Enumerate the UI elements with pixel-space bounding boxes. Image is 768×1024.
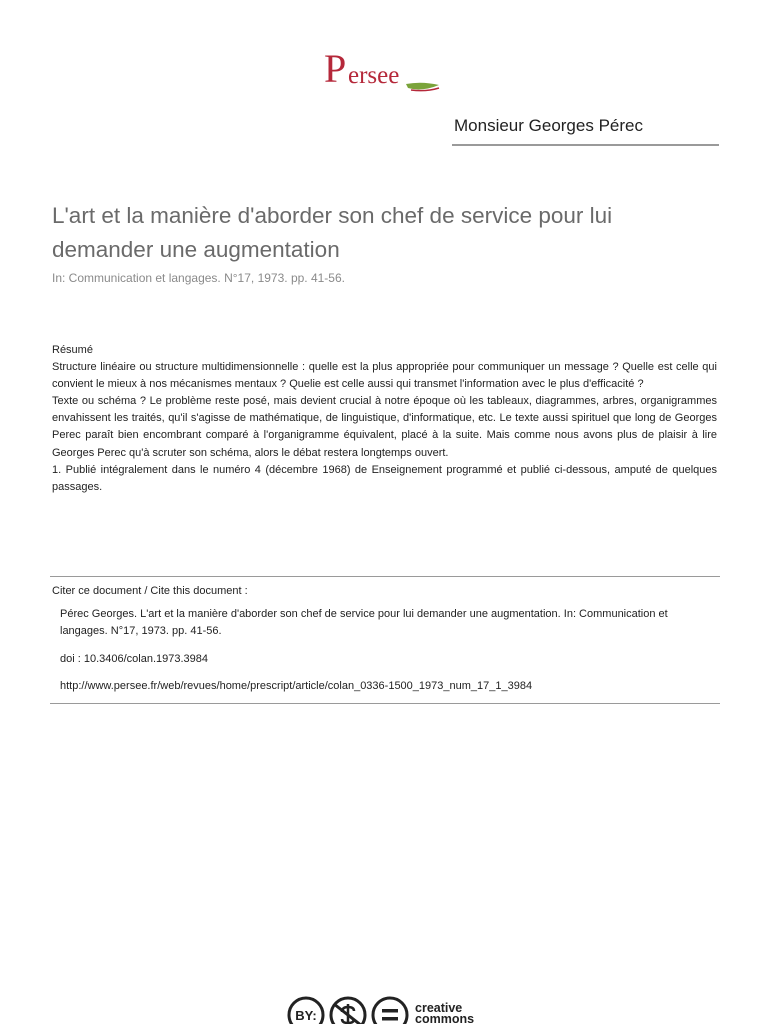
citation-top-divider — [50, 576, 720, 577]
leaf-icon — [406, 83, 439, 90]
cc-by-icon — [289, 998, 323, 1024]
article-source: In: Communication et langages. N°17, 1973. pp. 41-56. — [52, 271, 345, 285]
citation-bottom-divider — [50, 703, 720, 704]
citation-doi[interactable]: doi : 10.3406/colan.1973.3984 — [60, 653, 209, 665]
citation-heading: Citer ce document / Cite this document : — [52, 585, 248, 597]
abstract-footnote: 1. Publié intégralement dans le numéro 4 (décembre 1968) de Enseignement programmé et publié ci-dessous, amputé de quelques passages. — [52, 463, 717, 493]
article-title: L'art et la manière d'aborder son chef de service pour lui demander une augmentation — [52, 203, 613, 262]
creative-commons-license[interactable] — [284, 992, 484, 1024]
cc-text-creative: creative — [415, 1001, 463, 1015]
cc-nd-icon — [373, 998, 407, 1024]
persee-logo[interactable] — [318, 44, 448, 100]
abstract-paragraph: Texte ou schéma ? Le problème reste posé, mais devient crucial à notre époque où les tableaux, diagrammes, arbres, organigrammes envahissent les traités, qu'il s'agisse de mathématique, de linguistique, d'informatique, etc. Le texte aussi spirituel que long de Georges Perec paraît bien encombrant comparé à l'organigramme équivalent, placé à la suite. Mais comme nous avons plus de plaisir à lire Georges Perec qu'à scruter son schéma, alors le débat restera longtemps ouvert. — [52, 395, 717, 459]
abstract-paragraph: Structure linéaire ou structure multidimensionnelle : quelle est la plus appropriée pour communiquer un message ? Quelle est celle qui convient le mieux à nos mécanismes mentaux ? Quelie est celle aussi qui transmet l'information avec le plus d'efficacité ? — [52, 361, 717, 391]
author-divider — [452, 144, 719, 146]
author-name: Monsieur Georges Pérec — [454, 116, 643, 135]
persee-logo-letter: P — [324, 46, 347, 91]
persee-logo-text: ersee — [348, 62, 400, 89]
abstract-heading: Résumé — [52, 344, 93, 356]
abstract-section — [52, 342, 717, 496]
cc-by-label: BY: — [295, 1008, 317, 1023]
cc-nc-icon — [331, 998, 365, 1024]
citation-reference: Pérec Georges. L'art et la manière d'aborder son chef de service pour lui demander une augmentation. In: Communication et langages. N°17, 1973. pp. 41-56. — [60, 608, 668, 638]
cc-text-commons: commons — [415, 1012, 475, 1024]
citation-url-link[interactable]: http://www.persee.fr/web/revues/home/prescript/article/colan_0336-1500_1973_num_17_1_3984 — [60, 680, 533, 692]
